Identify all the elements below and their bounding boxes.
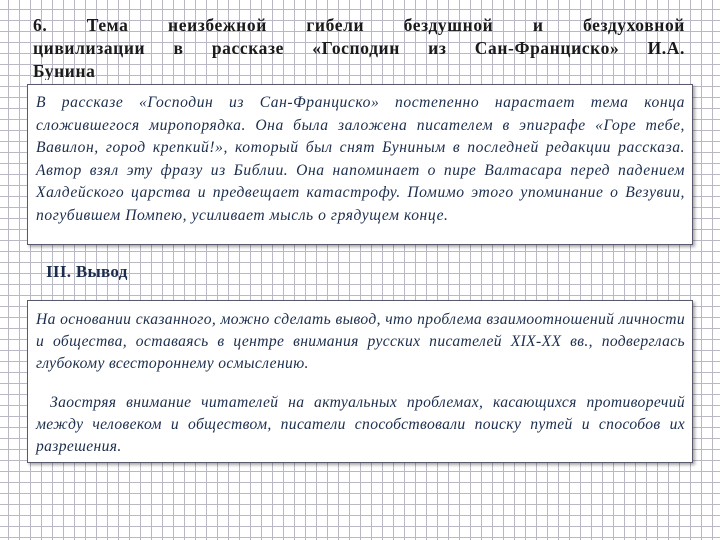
conclusion-paragraph-1: На основании сказанного, можно сделать вывод, что проблема взаимоотношений личности и общества, оставаясь в центре внимания русских писателей XIX-XX вв., подверглась глубокому всестороннему осмыслению.: [36, 311, 685, 372]
conclusion-title: III. Вывод: [46, 262, 128, 281]
heading-line-3: Бунина: [33, 61, 96, 80]
theme-text-box: [27, 84, 693, 245]
theme-paragraph: В рассказе «Господин из Сан-Франциско» постепенно нарастает тема конца сложившегося миропорядка. Она была заложена писателем в эпиграфе «Горе тебе, Вавилон, город крепкий!», который был снят Буниным в последней редакции рассказа. Автор взял эту фразу из Библии. Она напоминает о пире Валтасара перед падением Халдейского царства и предвещает катастрофу. Помимо этого упоминание о Везувии, погубившем Помпею, усиливает мысль о грядущем конце.: [36, 94, 685, 224]
conclusion-text-box: [27, 300, 693, 463]
topic-heading: [33, 14, 685, 80]
conclusion-paragraph-2: Заостряя внимание читателей на актуальных проблемах, касающихся противоречий между человеком и обществом, писатели способствовали поиску путей и способов их разрешения.: [36, 394, 685, 455]
heading-line-2: цивилизации в рассказе «Господин из Сан-Франциско» И.А.: [33, 38, 685, 58]
heading-line-1: 6. Тема неизбежной гибели бездушной и бездуховной: [33, 15, 685, 35]
